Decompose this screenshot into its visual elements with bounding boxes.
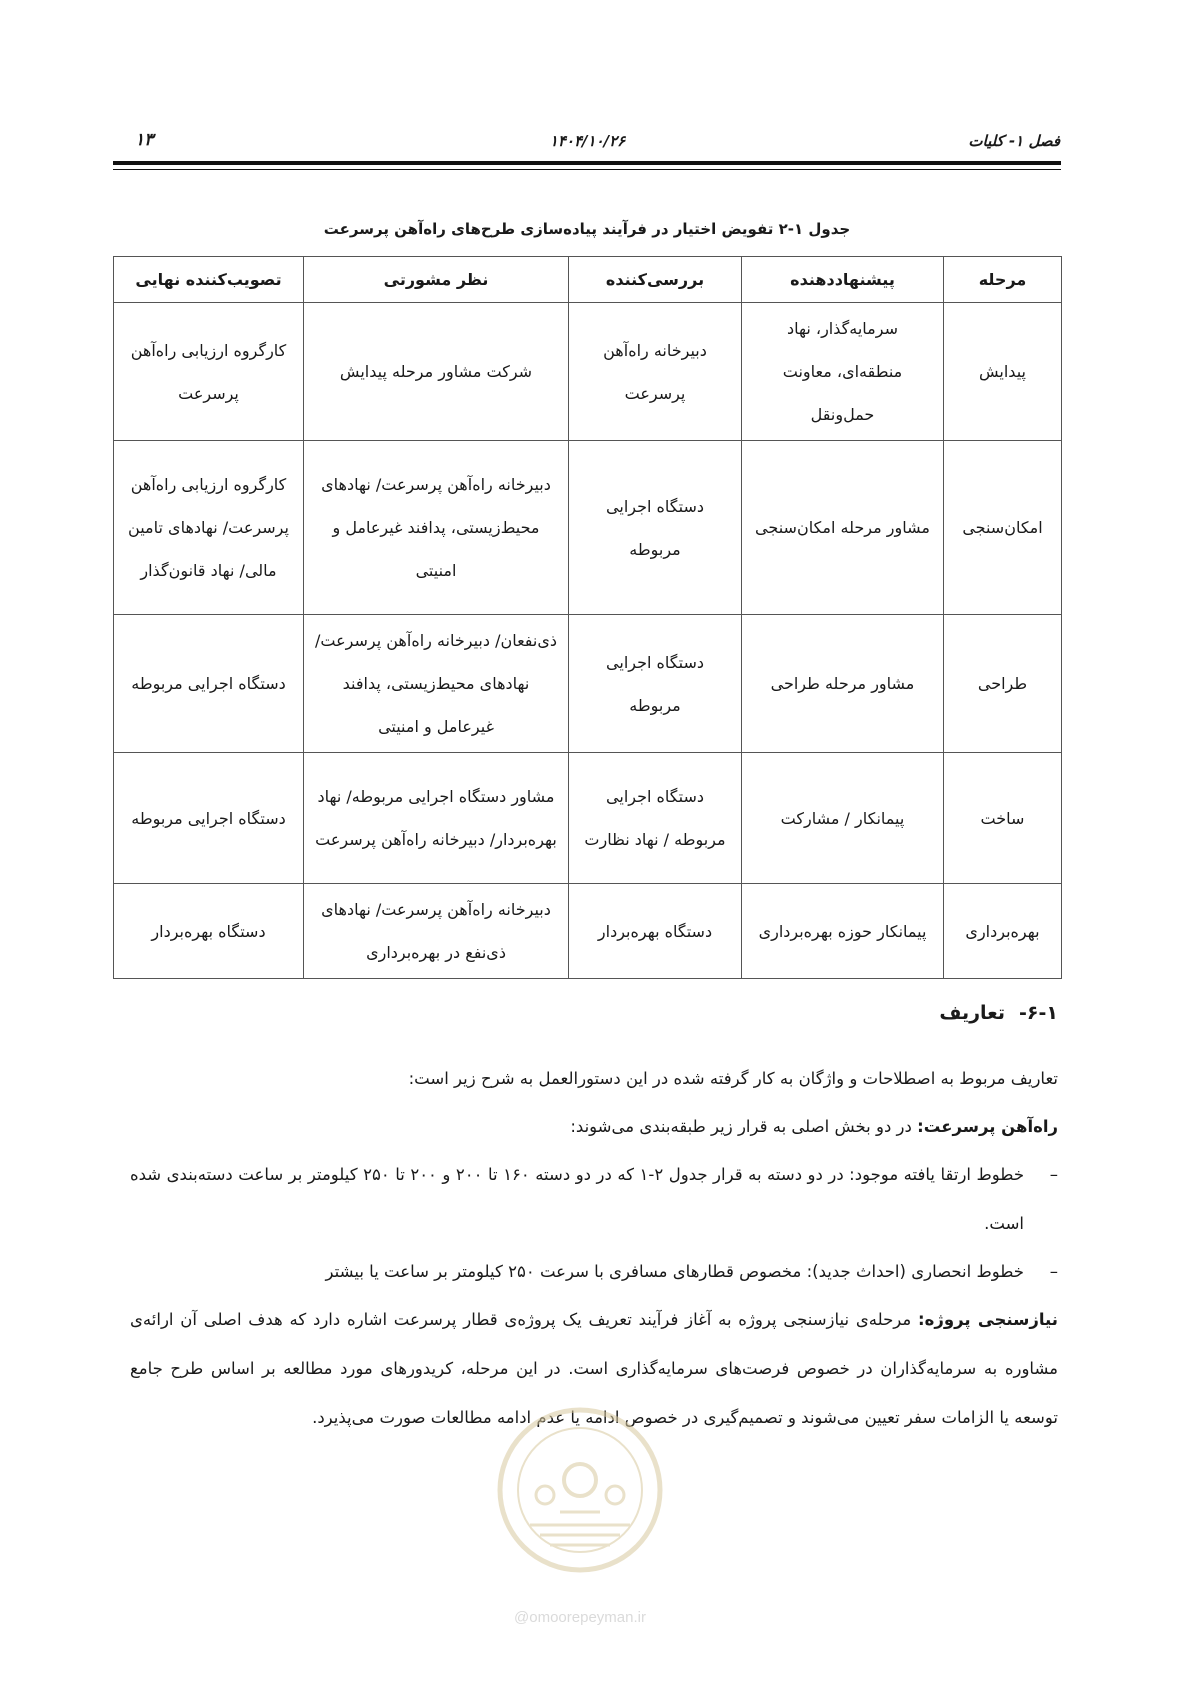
cell-approver: دستگاه اجرایی مربوطه — [114, 753, 304, 884]
cell-approver: دستگاه بهره‌بردار — [114, 884, 304, 979]
section-heading — [939, 1002, 1058, 1024]
cell-stage: پیدایش — [944, 303, 1062, 441]
cell-advisory: دبیرخانه راه‌آهن پرسرعت/ نهادهای ذی‌نفع در بهره‌برداری — [304, 884, 569, 979]
hsr-def-text: در دو بخش اصلی به قرار زیر طبقه‌بندی می‌شوند: — [570, 1117, 918, 1136]
cell-stage: بهره‌برداری — [944, 884, 1062, 979]
list-item — [130, 1247, 1058, 1296]
bullet-text: خطوط انحصاری (احداث جدید): مخصوص قطارهای مسافری با سرعت ۲۵۰ کیلومتر بر ساعت یا بیشتر — [325, 1262, 1024, 1281]
cell-reviewer: دستگاه بهره‌بردار — [569, 884, 742, 979]
bullet-dash: – — [1049, 1165, 1058, 1184]
table-row — [114, 303, 1062, 441]
page-header — [115, 128, 1060, 158]
bullet-text: خطوط ارتقا یافته موجود: در دو دسته به قرار جدول ۲-۱ که در دو دسته ۱۶۰ تا ۲۰۰ و ۲۰۰ تا ۲۵۰ کیلومتر بر ساعت دسته‌بندی شده است. — [130, 1165, 1025, 1233]
bullet-dash: – — [1049, 1262, 1058, 1281]
cell-reviewer: دبیرخانه راه‌آهن پرسرعت — [569, 303, 742, 441]
authority-delegation-table — [113, 256, 1062, 979]
table-row — [114, 884, 1062, 979]
cell-reviewer: دستگاه اجرایی مربوطه / نهاد نظارت — [569, 753, 742, 884]
chapter-title: فصل ۱- کلیات — [968, 132, 1060, 150]
table-row — [114, 753, 1062, 884]
hsr-term: راه‌آهن پرسرعت: — [917, 1117, 1058, 1136]
header-rule-thin — [113, 169, 1061, 170]
page-number: ۱۳ — [135, 130, 154, 150]
cell-reviewer: دستگاه اجرایی مربوطه — [569, 441, 742, 615]
section-title: تعاریف — [939, 1002, 1006, 1024]
table-header-row — [114, 257, 1062, 303]
needs-def-text: مرحله‌ی نیازسنجی پروژه به آغاز فرآیند تعریف یک پروژه‌ی قطار پرسرعت اشاره دارد که هدف اصلی آن ارائه‌ی مشاوره به سرمایه‌گذاران در خصوص فرصت‌های سرمایه‌گذاری است. در این مرحله، کریدورهای مورد مطالعه بر اساس طرح جامع توسعه یا الزامات سفر تعیین می‌شوند و تصمیم‌گیری در خصوص ادامه یا عدم ادامه مطالعات صورت می‌پذیرد. — [130, 1310, 1058, 1427]
watermark-url: @omoorepeyman.ir — [514, 1609, 646, 1626]
table-caption: جدول ۱-۲ تفویض اختیار در فرآیند پیاده‌سازی طرح‌های راه‌آهن پرسرعت — [323, 220, 851, 238]
watermark-seal-icon — [490, 1400, 670, 1630]
cell-advisory: مشاور دستگاه اجرایی مربوطه/ نهاد بهره‌بردار/ دبیرخانه راه‌آهن پرسرعت — [304, 753, 569, 884]
header-rule-thick — [113, 161, 1061, 165]
list-item — [130, 1150, 1058, 1248]
cell-proposer: مشاور مرحله طراحی — [742, 615, 944, 753]
cell-stage: امکان‌سنجی — [944, 441, 1062, 615]
cell-proposer: پیمانکار / مشارکت — [742, 753, 944, 884]
cell-approver: دستگاه اجرایی مربوطه — [114, 615, 304, 753]
cell-stage: ساخت — [944, 753, 1062, 884]
header-proposer: پیشنهاددهنده — [742, 257, 944, 303]
definitions-intro: تعاریف مربوط به اصطلاحات و واژگان به کار گرفته شده در این دستورالعمل به شرح زیر است: — [408, 1069, 1058, 1088]
cell-approver: کارگروه ارزیابی راه‌آهن پرسرعت — [114, 303, 304, 441]
cell-advisory: دبیرخانه راه‌آهن پرسرعت/ نهادهای محیط‌زیستی، پدافند غیرعامل و امنیتی — [304, 441, 569, 615]
cell-stage: طراحی — [944, 615, 1062, 753]
section-number: ۶-۱- — [1019, 1002, 1058, 1024]
header-approver: تصویب‌کننده نهایی — [114, 257, 304, 303]
header-date: ۱۴۰۴/۱۰/۲۶ — [549, 132, 626, 150]
cell-advisory: شرکت مشاور مرحله پیدایش — [304, 303, 569, 441]
cell-approver: کارگروه ارزیابی راه‌آهن پرسرعت/ نهادهای تامین مالی/ نهاد قانون‌گذار — [114, 441, 304, 615]
header-stage: مرحله — [944, 257, 1062, 303]
cell-proposer: مشاور مرحله امکان‌سنجی — [742, 441, 944, 615]
cell-proposer: پیمانکار حوزه بهره‌برداری — [742, 884, 944, 979]
needs-term: نیازسنجی پروژه: — [918, 1310, 1058, 1329]
table-row — [114, 441, 1062, 615]
cell-reviewer: دستگاه اجرایی مربوطه — [569, 615, 742, 753]
cell-advisory: ذی‌نفعان/ دبیرخانه راه‌آهن پرسرعت/ نهادهای محیط‌زیستی، پدافند غیرعامل و امنیتی — [304, 615, 569, 753]
hsr-definition — [130, 1102, 1058, 1151]
header-reviewer: بررسی‌کننده — [569, 257, 742, 303]
header-advisory: نظر مشورتی — [304, 257, 569, 303]
cell-proposer: سرمایه‌گذار، نهاد منطقه‌ای، معاونت حمل‌ونقل — [742, 303, 944, 441]
table-row — [114, 615, 1062, 753]
